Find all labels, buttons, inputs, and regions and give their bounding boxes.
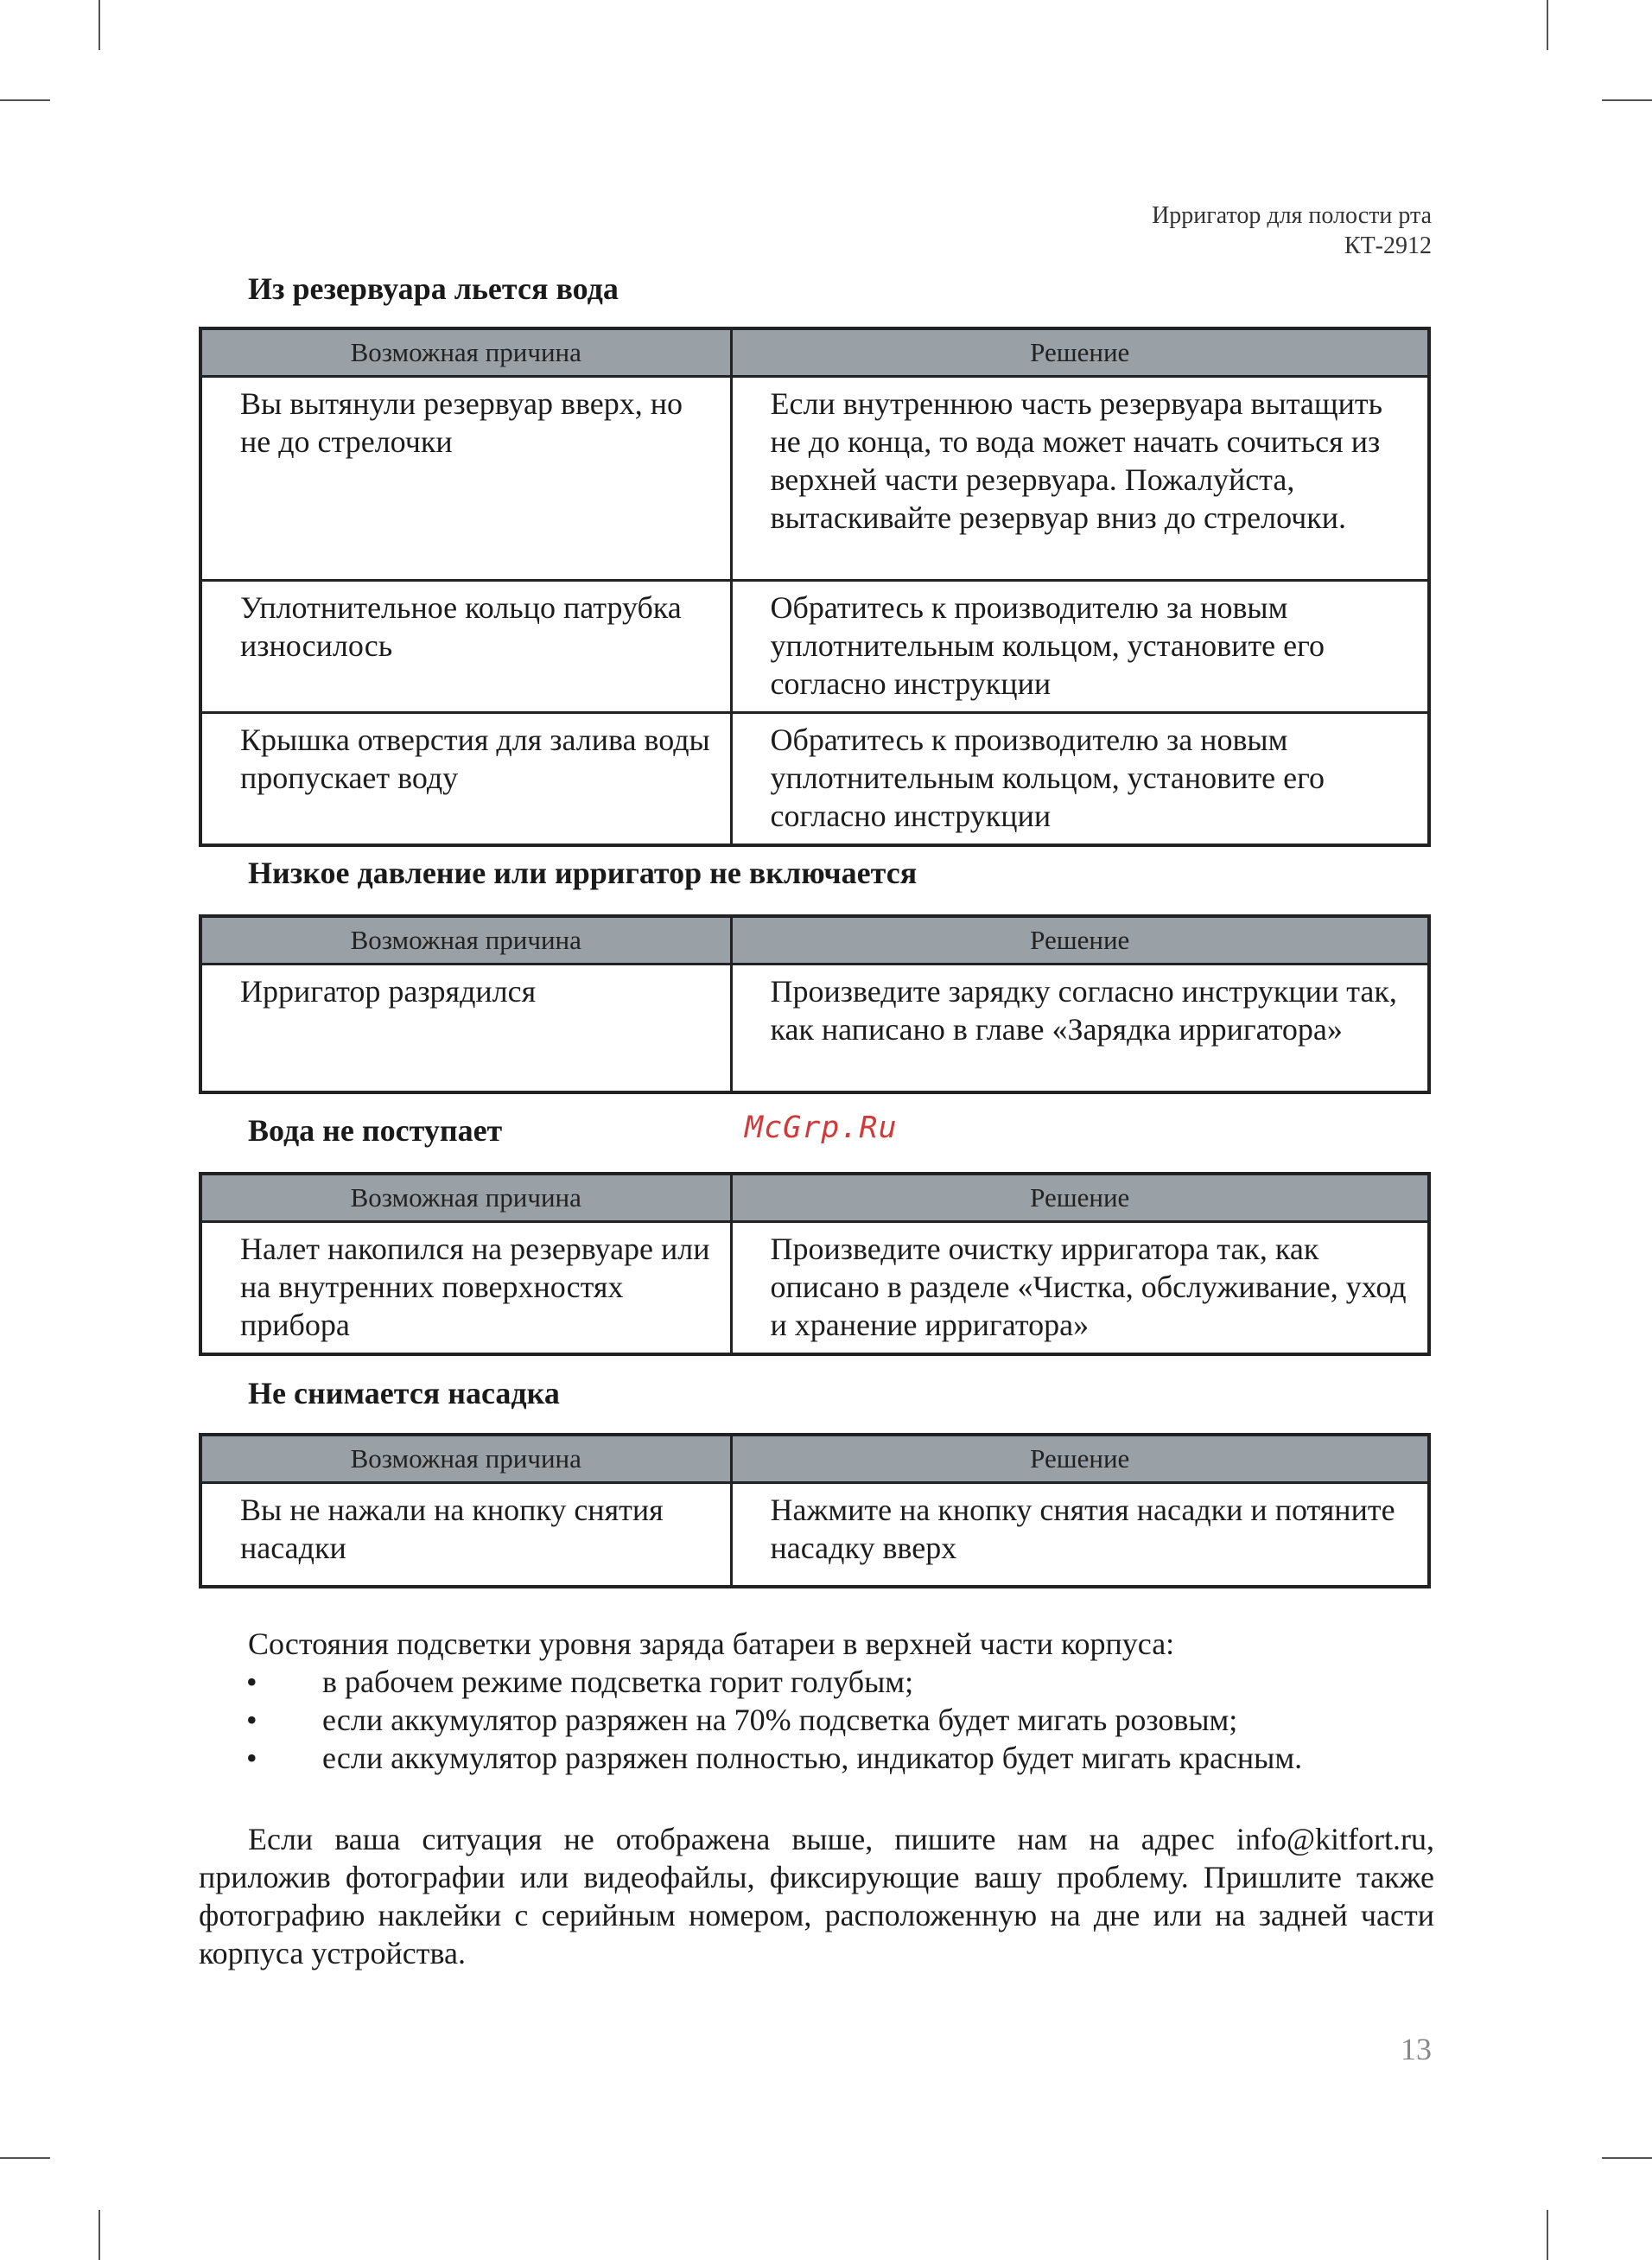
section-no-water [199, 1110, 1427, 1356]
cause-cell: Вы вытянули резервуар вверх, но не до стрелочки [200, 377, 731, 581]
cause-cell: Налет накопился на резервуаре или на внутренних поверхностях прибора [200, 1222, 731, 1355]
column-header-solution: Решение [731, 916, 1429, 964]
solution-cell: Произведите зарядку согласно инструкции так, как написано в главе «Зарядка ирригатора» [731, 964, 1429, 1092]
column-header-cause: Возможная причина [200, 1174, 731, 1222]
crop-mark [1547, 0, 1548, 50]
crop-mark [0, 99, 50, 101]
section-low-pressure [199, 852, 1427, 1094]
crop-mark [0, 2157, 50, 2159]
solution-cell: Если внутреннюю часть резервуара вытащить не до конца, то вода может начать сочиться из верхней части резервуара. Пожалуйста, вытаскивайте резервуар вниз до стрелочки. [731, 377, 1429, 581]
table-row [200, 1483, 1429, 1587]
section-tank-leak [199, 268, 1427, 847]
crop-mark [98, 0, 100, 50]
list-item [199, 1701, 1434, 1739]
solution-cell: Нажмите на кнопку снятия насадки и потяните насадку вверх [731, 1483, 1429, 1587]
contact-paragraph: Если ваша ситуация не отображена выше, пишите нам на адрес info@kitfort.ru, приложив фотографии или видеофайлы, фиксирующие вашу проблему. Пришлите также фотографию наклейки с серийным номером, расположенную на дне или на задней части корпуса устройства. [199, 1822, 1434, 1970]
crop-mark [1602, 99, 1652, 101]
table-header-row [200, 328, 1429, 377]
table-row [200, 964, 1429, 1092]
section-title: Из резервуара льется вода [248, 271, 619, 306]
column-header-solution: Решение [731, 1174, 1429, 1222]
list-item [199, 1739, 1434, 1777]
watermark-text: McGrp.Ru [745, 1111, 898, 1145]
crop-mark [1547, 2210, 1548, 2260]
trouble-table [199, 1433, 1431, 1588]
trouble-table [199, 914, 1431, 1094]
column-header-cause: Возможная причина [200, 328, 731, 377]
column-header-cause: Возможная причина [200, 1435, 731, 1483]
battery-list [199, 1663, 1434, 1777]
column-header-solution: Решение [731, 1435, 1429, 1483]
solution-cell: Произведите очистку ирригатора так, как описано в разделе «Чистка, обслуживание, уход и хранение ирригатора» [731, 1222, 1429, 1355]
cause-cell: Вы не нажали на кнопку снятия насадки [200, 1483, 731, 1587]
list-item-text: если аккумулятор разряжен на 70% подсветка будет мигать розовым; [322, 1703, 1238, 1737]
crop-mark [1602, 2157, 1652, 2159]
header-product: Ирригатор для полости рта [1152, 202, 1432, 229]
cause-cell: Ирригатор разрядился [200, 964, 731, 1092]
crop-mark [98, 2210, 100, 2260]
column-header-solution: Решение [731, 328, 1429, 377]
solution-cell: Обратитесь к производителю за новым уплотнительным кольцом, установите его согласно инструкции [731, 581, 1429, 713]
section-title: Вода не поступает [248, 1113, 503, 1148]
table-header-row [200, 1435, 1429, 1483]
table-header-row [200, 916, 1429, 964]
section-nozzle-stuck [199, 1372, 1427, 1588]
cause-cell: Уплотнительное кольцо патрубка износилось [200, 581, 731, 713]
header-model: КТ-2912 [1344, 232, 1432, 259]
cause-cell: Крышка отверстия для залива воды пропускает воду [200, 713, 731, 846]
list-item-text: в рабочем режиме подсветка горит голубым; [322, 1665, 914, 1699]
table-header-row [200, 1174, 1429, 1222]
table-row [200, 713, 1429, 846]
section-title: Низкое давление или ирригатор не включается [248, 856, 918, 890]
running-header [1152, 201, 1432, 261]
column-header-cause: Возможная причина [200, 916, 731, 964]
battery-intro: Состояния подсветки уровня заряда батареи в верхней части корпуса: [248, 1627, 1175, 1661]
bullet-glyph: • [246, 1741, 257, 1775]
solution-cell: Обратитесь к производителю за новым уплотнительным кольцом, установите его согласно инструкции [731, 713, 1429, 846]
table-row [200, 1222, 1429, 1355]
bullet-glyph: • [246, 1703, 257, 1737]
table-row [200, 581, 1429, 713]
trouble-table [199, 327, 1431, 847]
bullet-glyph: • [246, 1665, 257, 1699]
trouble-table [199, 1172, 1431, 1356]
page-number: 13 [1401, 2032, 1432, 2066]
section-title: Не снимается насадка [248, 1376, 560, 1410]
battery-indicator-states [199, 1625, 1434, 1777]
list-item-text: если аккумулятор разряжен полностью, индикатор будет мигать красным. [322, 1741, 1303, 1775]
list-item [199, 1663, 1434, 1701]
table-row [200, 377, 1429, 581]
